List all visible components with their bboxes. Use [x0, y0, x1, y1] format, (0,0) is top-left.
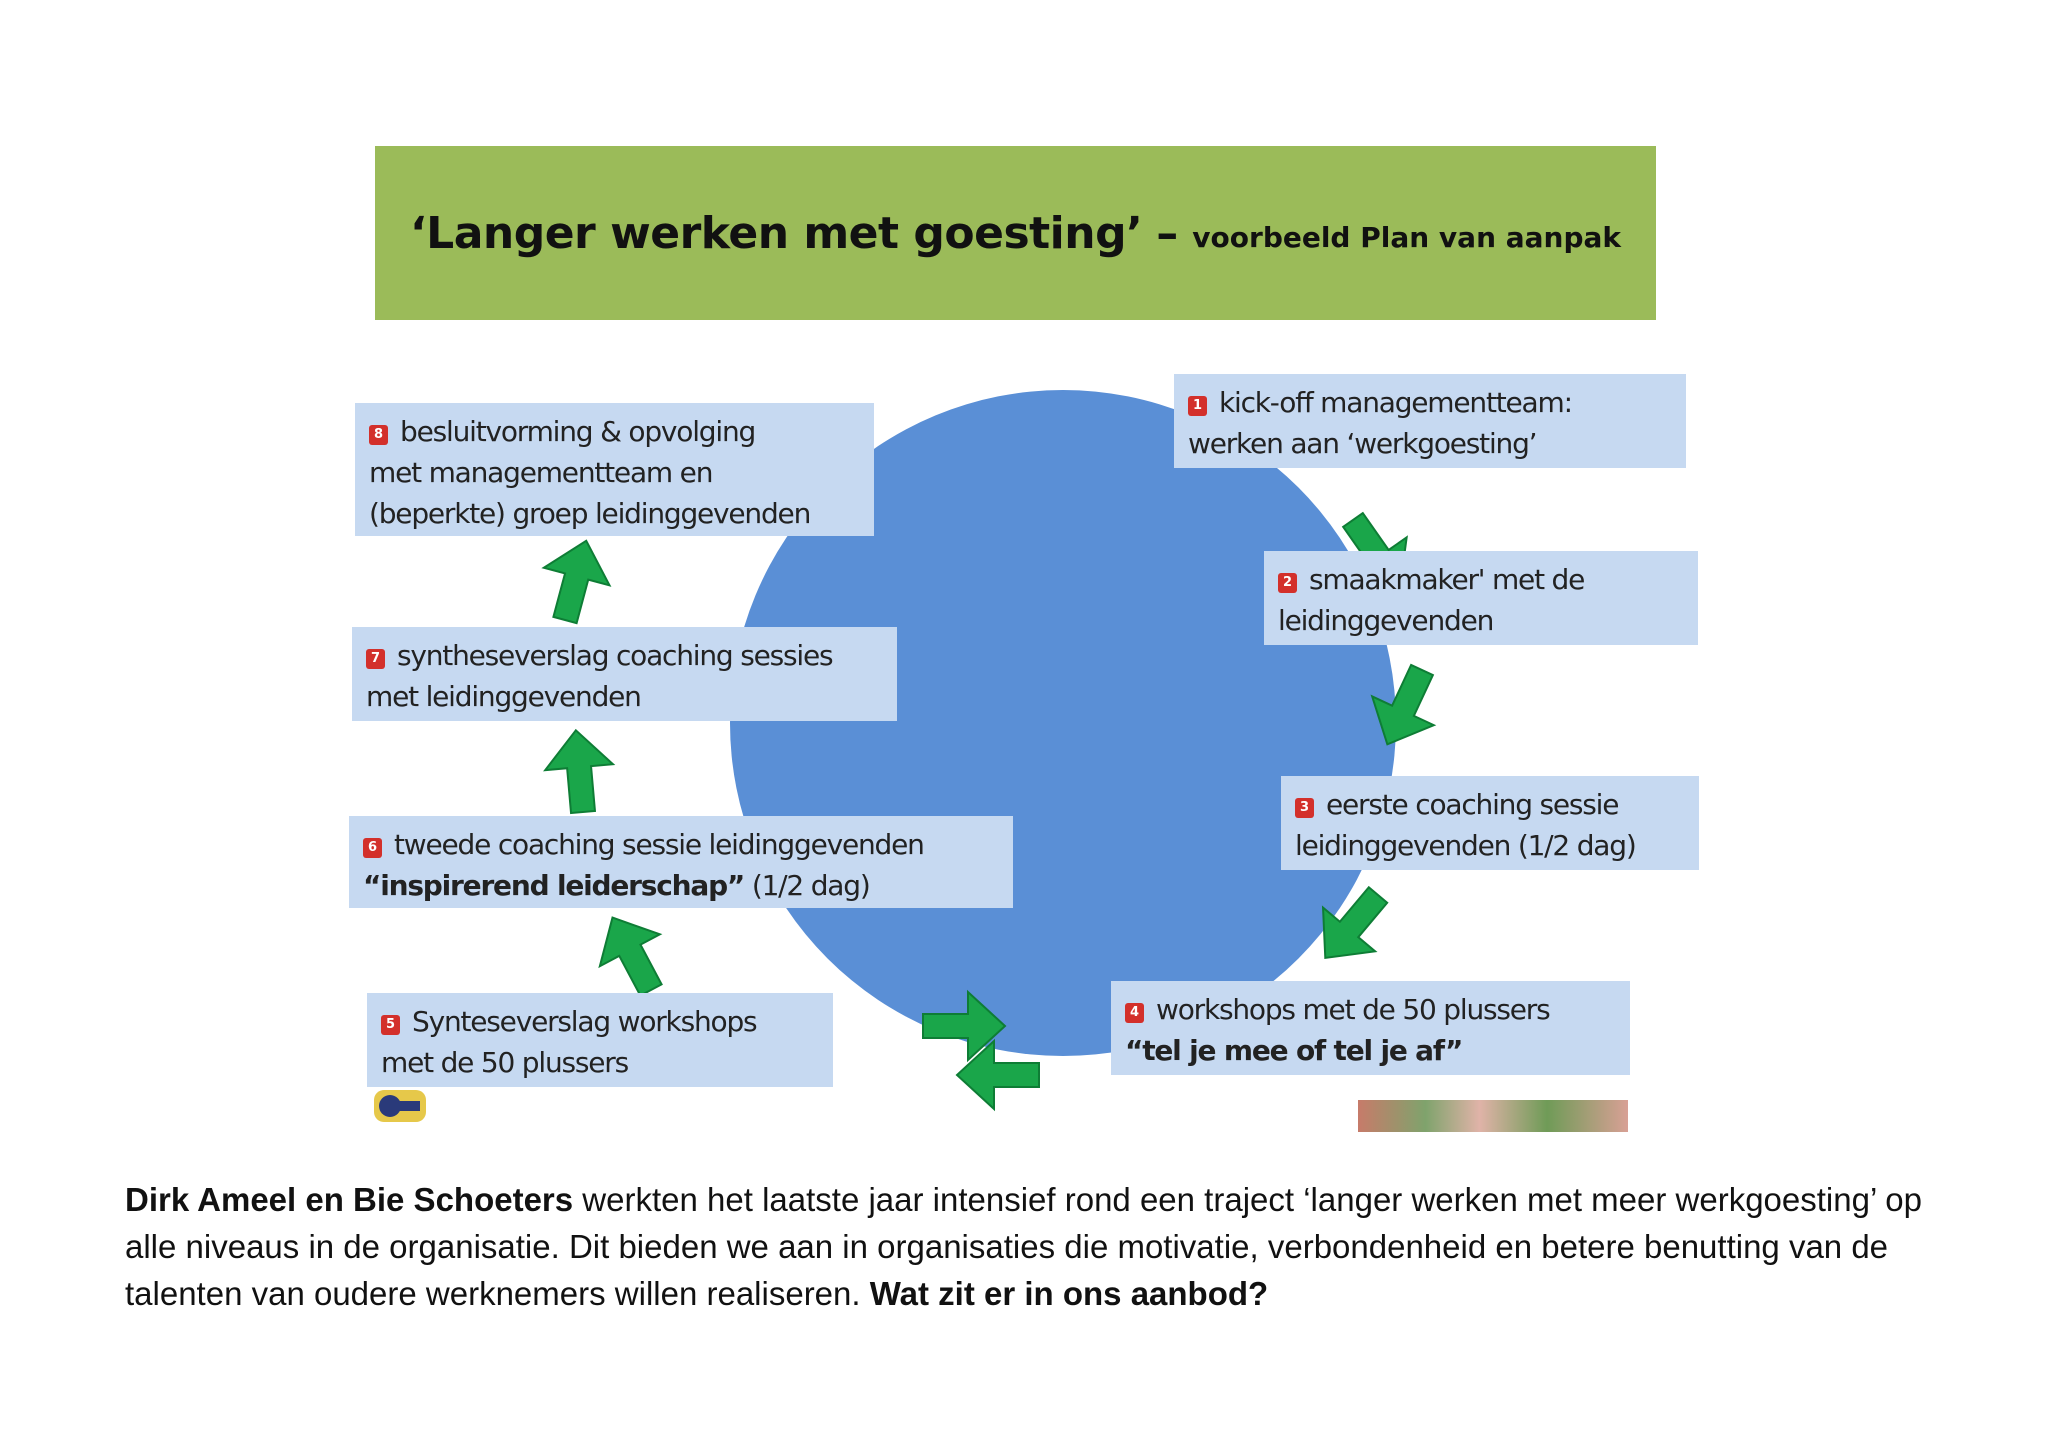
step-2-line2: leidinggevenden — [1278, 604, 1494, 637]
intro-bold-names: Dirk Ameel en Bie Schoeters — [125, 1181, 574, 1218]
step-8-line1: besluitvorming & opvolging — [400, 415, 756, 448]
step-4-number: 4 — [1125, 1003, 1144, 1023]
step-4-line1: workshops met de 50 plussers — [1156, 993, 1550, 1026]
intro-bold-question: Wat zit er in ons aanbod? — [869, 1275, 1269, 1312]
arrow-3-to-4 — [1299, 873, 1404, 980]
step-5-box — [367, 993, 833, 1087]
step-8-number: 8 — [369, 425, 388, 445]
step-7-line2: met leidinggevenden — [366, 680, 641, 713]
organisation-logo — [372, 1086, 428, 1126]
step-4-box — [1111, 981, 1630, 1075]
step-1-number: 1 — [1188, 396, 1207, 416]
step-5-number: 5 — [381, 1015, 400, 1035]
step-2-number: 2 — [1278, 573, 1297, 593]
step-6-line1: tweede coaching sessie leidinggevenden — [394, 828, 924, 861]
step-3-line2: leidinggevenden (1/2 dag) — [1295, 829, 1636, 862]
step-3-line1: eerste coaching sessie — [1326, 788, 1619, 821]
step-7-line1: syntheseverslag coaching sessies — [397, 639, 833, 672]
arrow-2-to-3 — [1357, 656, 1453, 759]
step-1-box — [1174, 374, 1686, 468]
step-7-box — [352, 627, 897, 721]
step-6-line2-rest: (1/2 dag) — [744, 869, 870, 902]
banner-subtitle: voorbeeld Plan van aanpak — [1192, 220, 1622, 254]
step-1-line1: kick-off managementteam: — [1219, 386, 1572, 419]
arrow-7-to-8 — [532, 532, 619, 629]
step-5-line1: Synteseverslag workshops — [412, 1005, 757, 1038]
step-8-box — [355, 403, 874, 536]
banner-dash: – — [1156, 207, 1179, 259]
step-6-line2-bold: “inspirerend leiderschap” — [363, 869, 745, 902]
step-1-line2: werken aan ‘werkgoesting’ — [1188, 427, 1537, 460]
step-2-line1: smaakmaker' met de — [1309, 563, 1585, 596]
step-4-line2: “tel je mee of tel je af” — [1125, 1034, 1463, 1067]
arrow-5-to-6 — [582, 902, 681, 1006]
step-5-line2: met de 50 plussers — [381, 1046, 629, 1079]
intro-paragraph — [125, 1176, 1955, 1317]
step-3-number: 3 — [1295, 798, 1314, 818]
step-7-number: 7 — [366, 649, 385, 669]
step-6-box — [349, 816, 1013, 908]
partner-logo-image — [1358, 1100, 1628, 1132]
step-3-box — [1281, 776, 1699, 870]
step-8-line3: (beperkte) groep leidinggevenden — [369, 497, 811, 530]
step-6-number: 6 — [363, 838, 382, 858]
arrow-6-to-7 — [542, 727, 617, 815]
banner-title: ‘Langer werken met goesting’ — [409, 207, 1143, 259]
step-8-line2: met managementteam en — [369, 456, 713, 489]
step-2-box — [1264, 551, 1698, 645]
intro-text: werkten het laatste jaar intensief rond een traject ‘langer werken met meer werkgoesting’ op alle niveaus in de organisatie. Dit bieden we aan in organisaties die motivatie, verbondenheid en betere benutting van de talenten van oudere werknemers willen realiseren. — [125, 1181, 1922, 1312]
